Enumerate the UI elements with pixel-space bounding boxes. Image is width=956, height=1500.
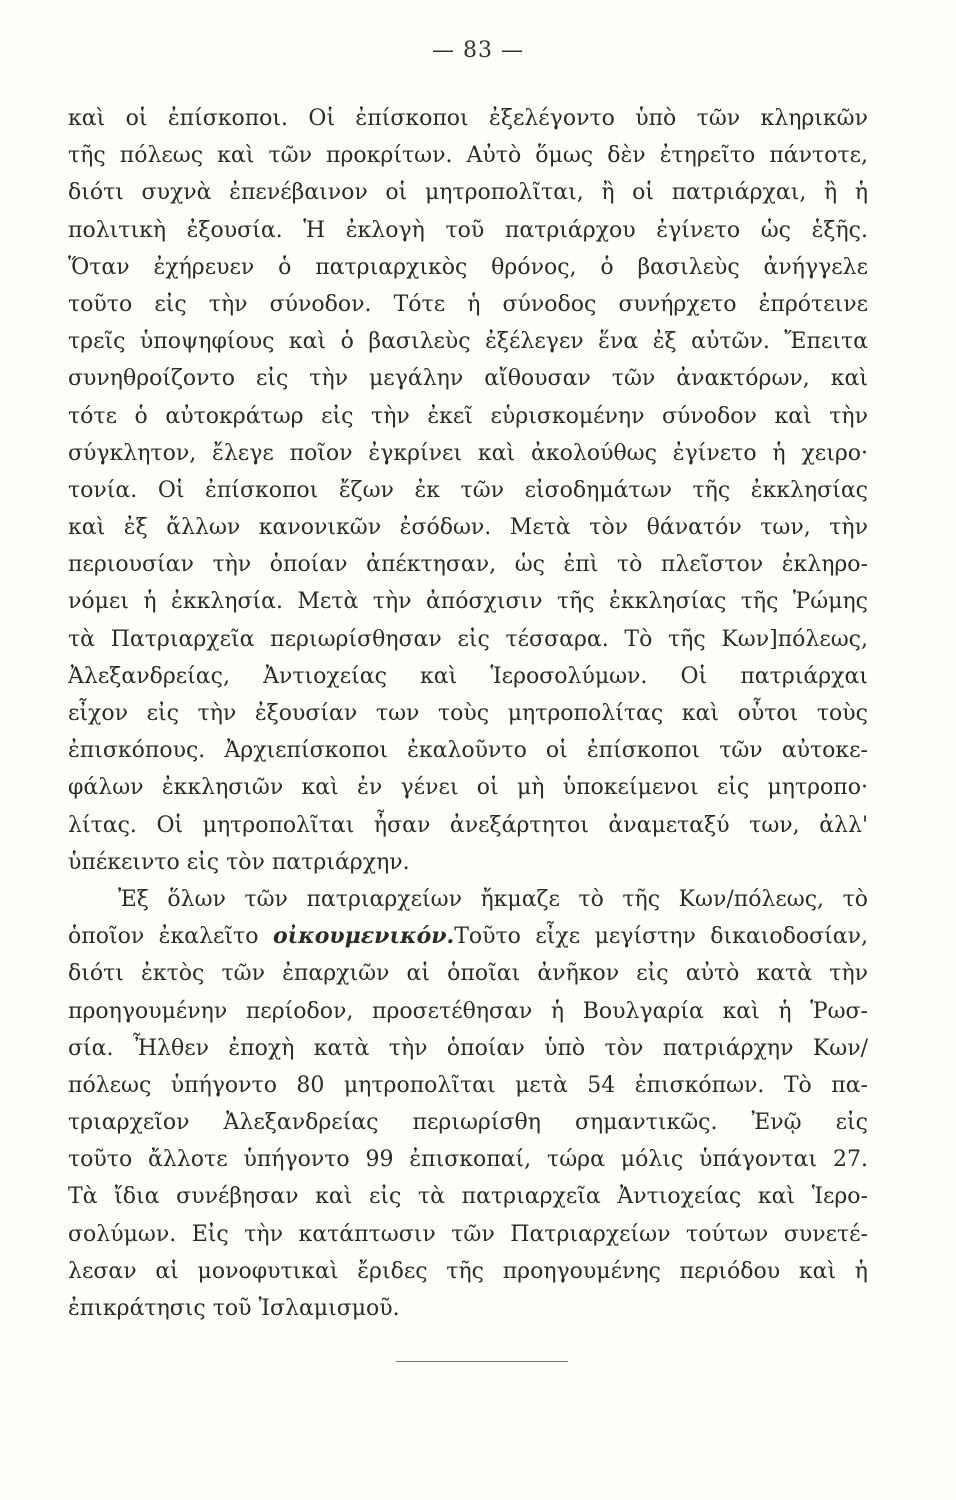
- text-fragment: Τοῦτο εἶχε μεγίστην δικαιοδοσίαν,: [454, 924, 868, 950]
- text-line: τῆς πόλεως καὶ τῶν προκρίτων. Αὐτὸ ὅμως δὲν ἐτηρεῖτο πάντοτε,: [68, 143, 868, 169]
- text-line: φάλων ἐκκλησιῶν καὶ ἐν γένει οἱ μὴ ὑποκείμενοι εἰς μητροπο·: [68, 775, 868, 801]
- text-line: συνηθροίζοντο εἰς τὴν μεγάλην αἴθουσαν τῶν ἀνακτόρων, καὶ: [68, 366, 868, 392]
- text-line: Ὅταν ἐχήρευεν ὁ πατριαρχικὸς θρόνος, ὁ βασιλεὺς ἀνήγγελε: [68, 254, 868, 280]
- text-line: λίτας. Οἱ μητροπολῖται ἦσαν ἀνεξάρτητοι ἀναμεταξύ των, ἀλλ': [68, 812, 868, 838]
- page-number: — 83 —: [432, 38, 524, 63]
- text-line: καὶ ἐξ ἄλλων κανονικῶν ἐσόδων. Μετὰ τὸν θάνατόν των, τὴν: [68, 515, 868, 541]
- text-line: τοῦτο ἄλλοτε ὑπήγοντο 99 ἐπισκοπαί, τώρα μόλις ὑπάγονται 27.: [68, 1147, 868, 1173]
- text-line: πολιτικὴ ἐξουσία. Ἡ ἐκλογὴ τοῦ πατριάρχου ἐγίνετο ὡς ἑξῆς.: [68, 217, 868, 243]
- text-line: τρεῖς ὑποψηφίους καὶ ὁ βασιλεὺς ἐξέλεγεν ἕνα ἐξ αὐτῶν. Ἔπειτα: [68, 329, 868, 355]
- emphasized-term: οἰκουμενικόν.: [272, 923, 455, 950]
- text-line: τὰ Πατριαρχεῖα περιωρίσθησαν εἰς τέσσαρα. Τὸ τῆς Κων]πόλεως,: [68, 626, 868, 652]
- text-line: καὶ οἱ ἐπίσκοποι. Οἱ ἐπίσκοποι ἐξελέγοντο ὑπὸ τῶν κληρικῶν: [68, 106, 868, 131]
- text-line: πόλεως ὑπήγοντο 80 μητροπολῖται μετὰ 54 ἐπισκόπων. Τὸ πα-: [68, 1072, 868, 1098]
- text-line: περιουσίαν τὴν ὁποίαν ἀπέκτησαν, ὡς ἐπὶ τὸ πλεῖστον ἐκληρο-: [68, 552, 868, 578]
- text-line: Ἀλεξανδρείας, Ἀντιοχείας καὶ Ἱεροσολύμων. Οἱ πατριάρχαι: [68, 663, 868, 689]
- text-line: προηγουμένην περίοδον, προσετέθησαν ἡ Βουλγαρία καὶ ἡ Ῥωσ-: [68, 998, 868, 1024]
- text-line: Τὰ ἴδια συνέβησαν καὶ εἰς τὰ πατριαρχεῖα Ἀντιοχείας καὶ Ἱερο-: [68, 1184, 868, 1210]
- text-fragment: ὁποῖον ἐκαλεῖτο: [68, 924, 273, 950]
- text-line: τότε ὁ αὐτοκράτωρ εἰς τὴν ἐκεῖ εὑρισκομένην σύνοδον καὶ τὴν: [68, 403, 868, 429]
- text-line: τοῦτο εἰς τὴν σύνοδον. Τότε ἡ σύνοδος συνήρχετο ἐπρότεινε: [68, 291, 868, 317]
- text-line: σία. Ἦλθεν ἐποχὴ κατὰ τὴν ὁποίαν ὑπὸ τὸν πατριάρχην Κων/: [68, 1035, 868, 1061]
- text-line-with-emphasis: [68, 918, 868, 955]
- text-line: ἐπισκόπους. Ἀρχιεπίσκοποι ἐκαλοῦντο οἱ ἐπίσκοποι τῶν αὐτοκε-: [68, 738, 868, 764]
- text-line: τονία. Οἱ ἐπίσκοποι ἔζων ἐκ τῶν εἰσοδημάτων τῆς ἐκκλησίας: [68, 477, 868, 503]
- body-text: [68, 100, 868, 1327]
- text-line: ὑπέκειντο εἰς τὸν πατριάρχην.: [68, 849, 410, 875]
- text-line: εἶχον εἰς τὴν ἐξουσίαν των τοὺς μητροπολίτας καὶ οὗτοι τοὺς: [68, 701, 868, 726]
- text-line: λεσαν αἱ μονοφυτικαὶ ἔριδες τῆς προηγουμένης περιόδου καὶ ἡ: [68, 1258, 868, 1284]
- text-line: διότι συχνὰ ἐπενέβαινον οἱ μητροπολῖται, ἢ οἱ πατριάρχαι, ἢ ἡ: [68, 180, 868, 206]
- text-line: σολύμων. Εἰς τὴν κατάπτωσιν τῶν Πατριαρχείων τούτων συνετέ-: [68, 1221, 868, 1247]
- text-line: ἐπικράτησις τοῦ Ἰσλαμισμοῦ.: [68, 1296, 400, 1321]
- text-line: σύγκλητον, ἔλεγε ποῖον ἐγκρίνει καὶ ἀκολούθως ἐγίνετο ἡ χειρο·: [68, 440, 868, 466]
- paragraph-start-line: Ἐξ ὅλων τῶν πατριαρχείων ἤκμαζε τὸ τῆς Κων/πόλεως, τὸ: [118, 886, 868, 912]
- section-divider: [396, 1361, 568, 1362]
- text-line: τριαρχεῖον Ἀλεξανδρείας περιωρίσθη σημαντικῶς. Ἐνῷ εἰς: [68, 1110, 868, 1136]
- text-line: διότι ἐκτὸς τῶν ἐπαρχιῶν αἱ ὁποῖαι ἀνῆκον εἰς αὐτὸ κατὰ τὴν: [68, 961, 868, 987]
- text-line: νόμει ἡ ἐκκλησία. Μετὰ τὴν ἀπόσχισιν τῆς ἐκκλησίας τῆς Ῥώμης: [68, 589, 868, 615]
